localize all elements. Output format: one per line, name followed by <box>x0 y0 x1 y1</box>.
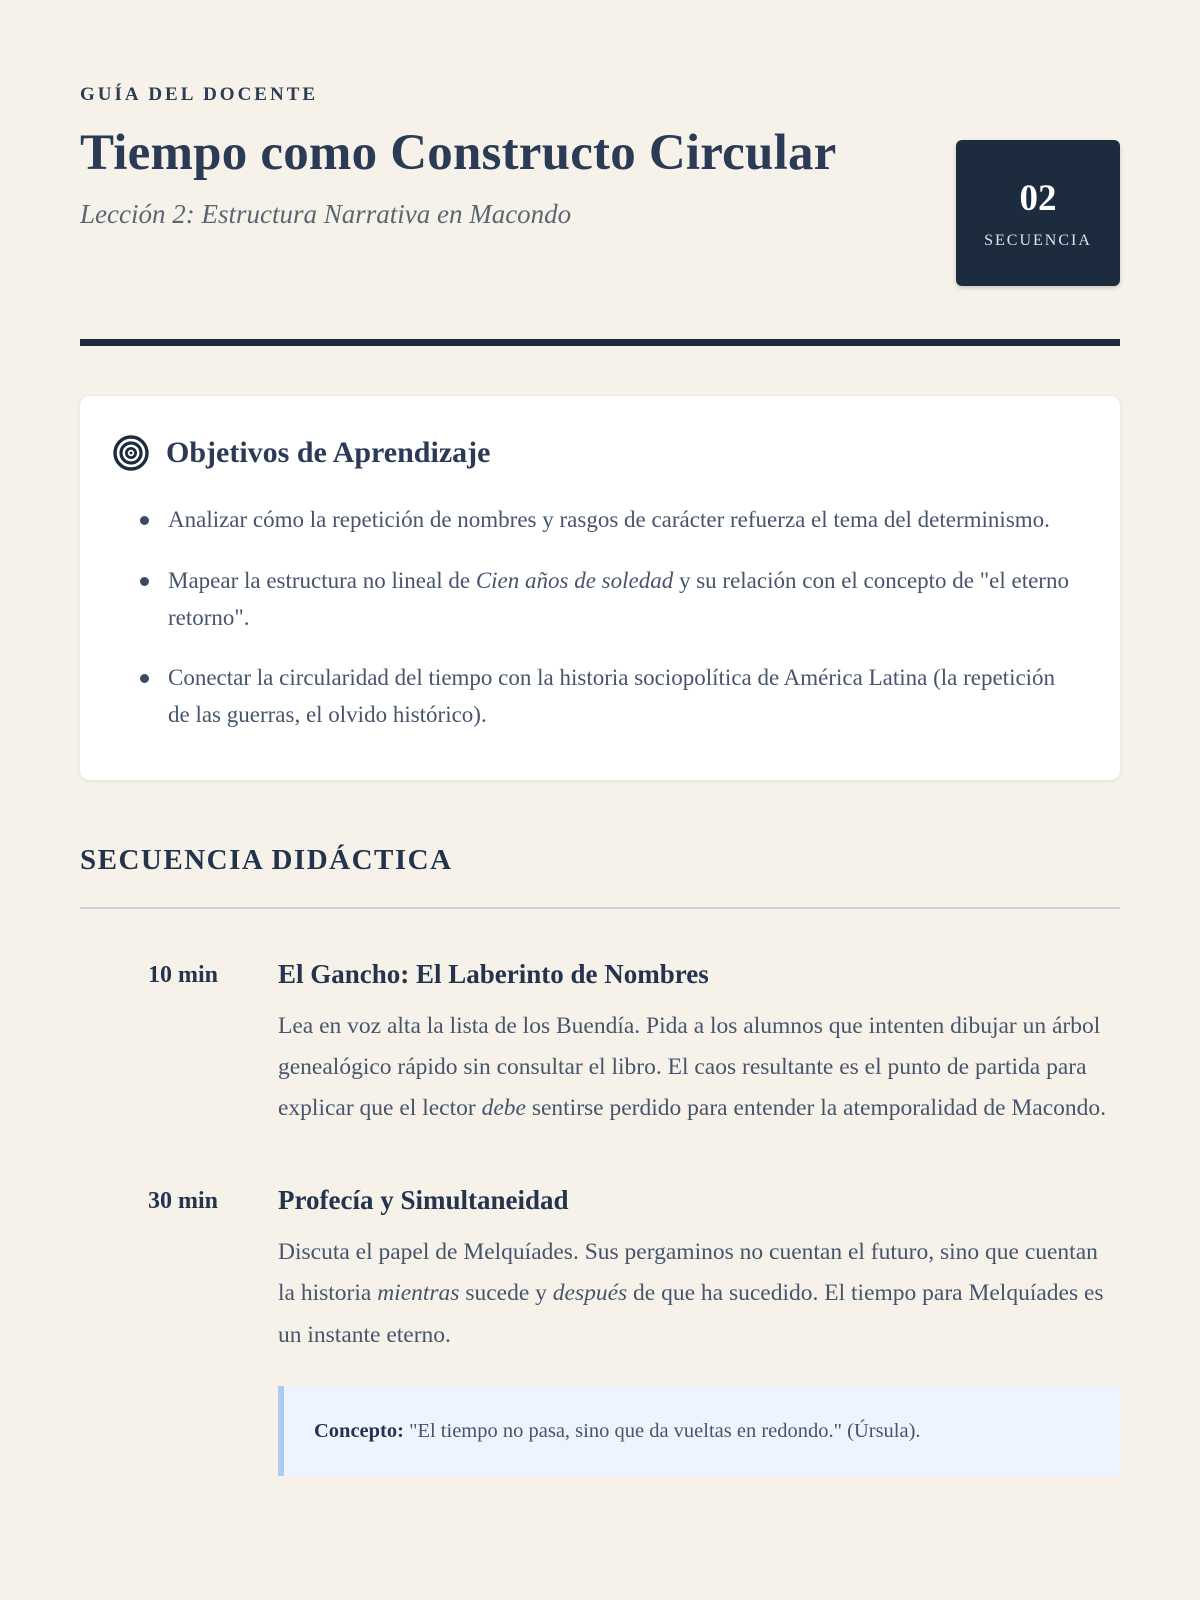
objectives-list <box>112 502 1078 734</box>
emphasis-italic: debe <box>481 1095 526 1122</box>
activity-description <box>278 1006 1108 1129</box>
sequence-badge <box>956 140 1120 286</box>
objectives-card <box>80 396 1120 780</box>
activity-duration: 10 min <box>148 961 219 988</box>
eyebrow-label: GUÍA DEL DOCENTE <box>80 84 319 105</box>
activity-text-segment: Lea en voz alta la lista de los Buendía. Pida a los alumnos que intenten dibujar un árbol genealógico rápido sin consultar el libro. El caos resultante es el punto de partida para explicar que el lector <box>278 1012 1101 1122</box>
sequence-number: 02 <box>1019 177 1057 219</box>
activity-text-segment: sentirse perdido para entender la atemporalidad de Macondo. <box>525 1095 1107 1122</box>
activity-body <box>278 1185 1120 1476</box>
activity-body <box>278 959 1120 1129</box>
didactic-sequence <box>80 959 1120 1476</box>
page-title: Tiempo como Constructo Circular <box>80 125 837 181</box>
book-title-italic: Cien años de soledad <box>475 567 674 593</box>
objectives-heading <box>112 434 1078 472</box>
activity-text-segment: sucede y <box>459 1280 553 1307</box>
concept-callout-label: Concepto: <box>314 1419 404 1442</box>
objectives-heading-text: Objetivos de Aprendizaje <box>166 436 491 469</box>
header-row <box>80 106 1120 286</box>
emphasis-italic: mientras <box>377 1280 460 1307</box>
emphasis-italic: después <box>552 1280 628 1307</box>
document-header <box>80 84 1120 346</box>
concept-callout-text: "El tiempo no pasa, sino que da vueltas en redondo." (Úrsula). <box>403 1419 921 1442</box>
activity-duration: 30 min <box>148 1188 219 1215</box>
target-icon <box>112 434 150 472</box>
didactic-sequence-heading: SECUENCIA DIDÁCTICA <box>80 844 1120 909</box>
objective-text: Analizar cómo la repetición de nombres y rasgos de carácter refuerza el tema del determinismo. <box>168 507 1050 532</box>
objective-item <box>136 660 1078 734</box>
concept-callout <box>278 1386 1120 1477</box>
objective-item <box>136 563 1078 637</box>
activity-text-segment: de que ha sucedido. El tiempo para Melquíades es un instante eterno. <box>278 1280 1104 1348</box>
activity-text-segment: Discuta el papel de Melquíades. Sus pergaminos no cuentan el futuro, sino que cuentan la historia <box>278 1239 1098 1307</box>
activity-title: El Gancho: El Laberinto de Nombres <box>278 958 709 989</box>
objective-text: y su relación con el concepto de "el eterno retorno". <box>168 567 1069 630</box>
sequence-badge-label: SECUENCIA <box>984 231 1092 249</box>
activity-item <box>80 1185 1120 1476</box>
activity-title: Profecía y Simultaneidad <box>278 1185 569 1216</box>
header-divider <box>80 339 1120 346</box>
title-block <box>80 106 836 230</box>
activity-description <box>278 1232 1108 1355</box>
page-subtitle: Lección 2: Estructura Narrativa en Macondo <box>80 199 572 230</box>
objective-text: Conectar la circularidad del tiempo con la historia sociopolítica de América Latina (la repetición de las guerras, el olvido histórico). <box>168 665 1056 728</box>
activity-item <box>80 959 1120 1129</box>
objective-text: Mapear la estructura no lineal de <box>168 567 476 593</box>
objective-item <box>136 502 1078 539</box>
